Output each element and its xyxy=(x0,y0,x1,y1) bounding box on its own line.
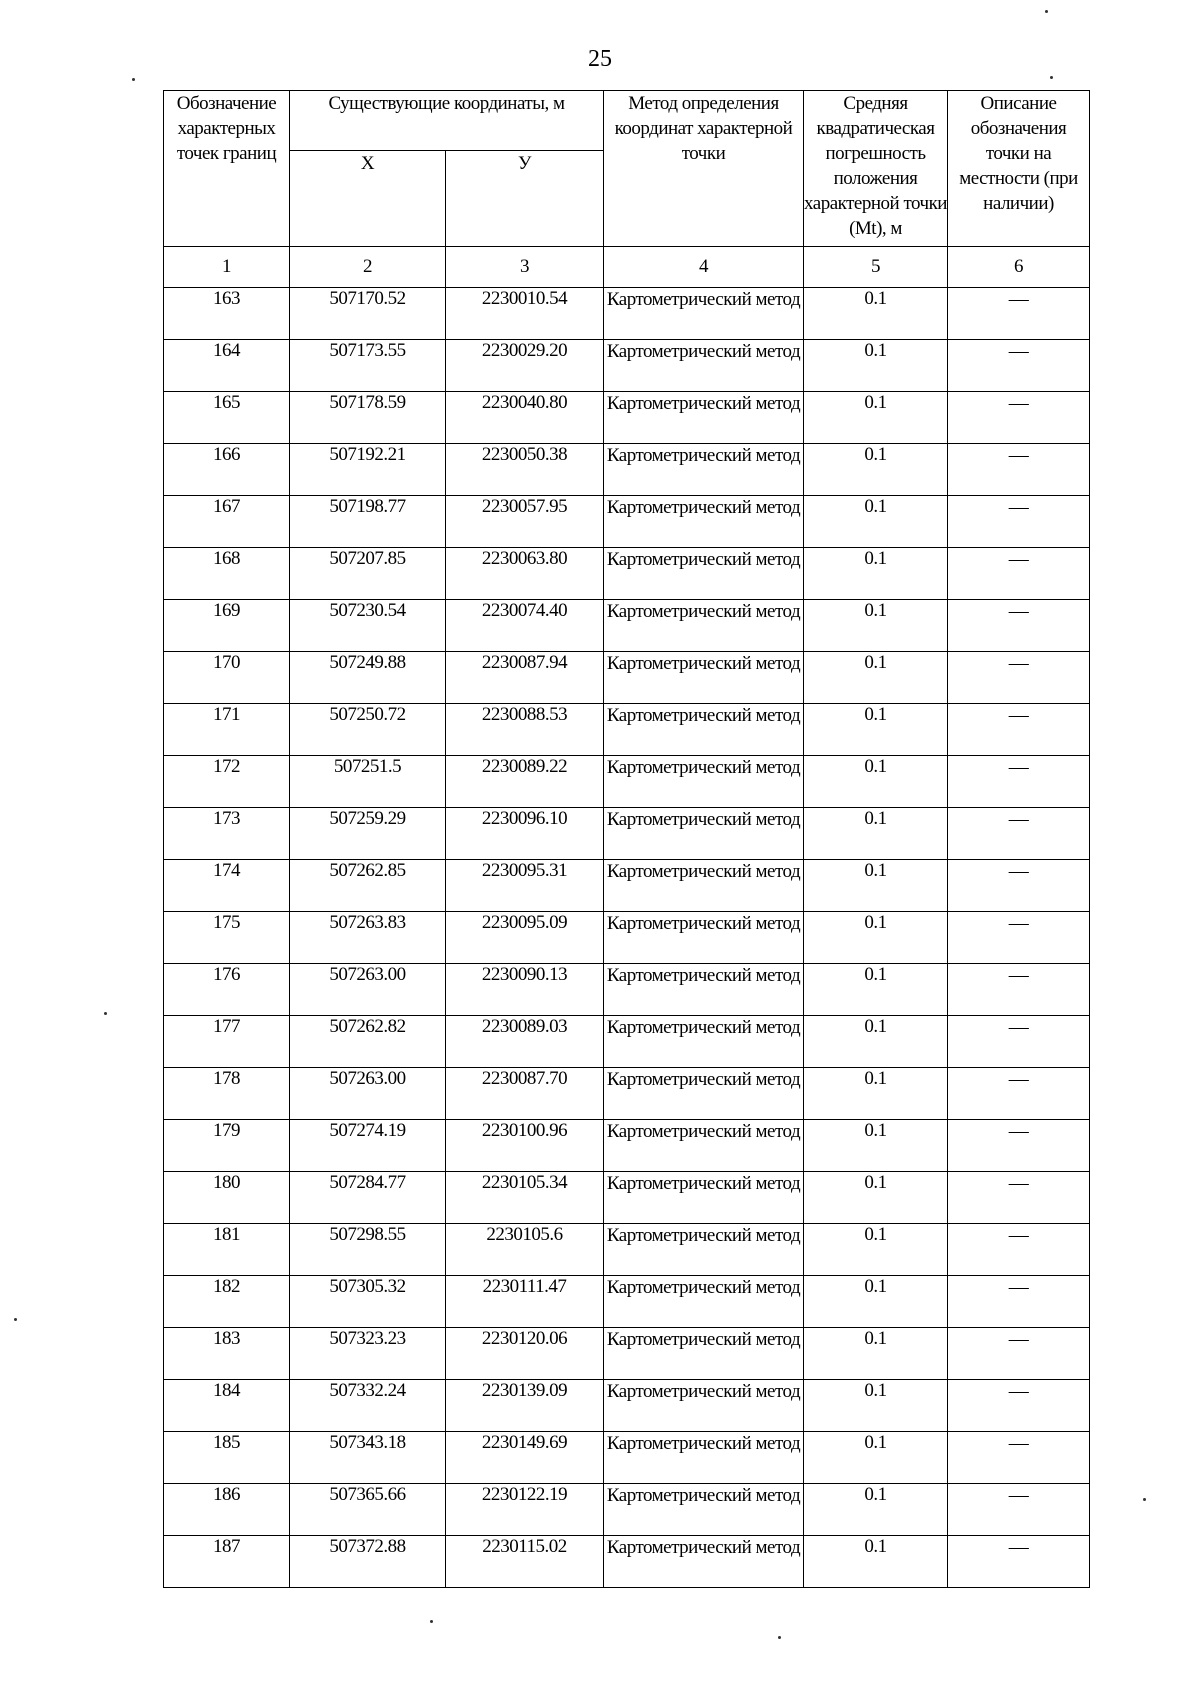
point-cell: 163 xyxy=(164,288,290,340)
x-coordinate-cell: 507323.23 xyxy=(290,1328,446,1380)
method-cell: Картометрический метод xyxy=(604,808,804,860)
description-cell: — xyxy=(948,1224,1090,1276)
description-cell: — xyxy=(948,704,1090,756)
header-point-designation: Обозначение характерных точек границ xyxy=(164,91,290,247)
point-cell: 164 xyxy=(164,340,290,392)
header-coordinates: Существующие координаты, м xyxy=(290,91,604,151)
table-row xyxy=(164,600,1090,652)
description-cell: — xyxy=(948,548,1090,600)
method-cell: Картометрический метод xyxy=(604,912,804,964)
table-row xyxy=(164,1536,1090,1588)
point-cell: 187 xyxy=(164,1536,290,1588)
table-body xyxy=(164,247,1090,1588)
description-cell: — xyxy=(948,808,1090,860)
rms-error-cell: 0.1 xyxy=(804,1172,948,1224)
rms-error-cell: 0.1 xyxy=(804,340,948,392)
description-cell: — xyxy=(948,912,1090,964)
point-cell: 179 xyxy=(164,1120,290,1172)
rms-error-cell: 0.1 xyxy=(804,1068,948,1120)
header-description: Описание обозначения точки на местности (при наличии) xyxy=(948,91,1090,247)
y-coordinate-cell: 2230105.34 xyxy=(446,1172,604,1224)
table-row xyxy=(164,1484,1090,1536)
y-coordinate-cell: 2230057.95 xyxy=(446,496,604,548)
method-cell: Картометрический метод xyxy=(604,1484,804,1536)
point-cell: 185 xyxy=(164,1432,290,1484)
table-row xyxy=(164,1328,1090,1380)
description-cell: — xyxy=(948,1276,1090,1328)
x-coordinate-cell: 507372.88 xyxy=(290,1536,446,1588)
description-cell: — xyxy=(948,1432,1090,1484)
rms-error-cell: 0.1 xyxy=(804,704,948,756)
point-cell: 173 xyxy=(164,808,290,860)
method-cell: Картометрический метод xyxy=(604,1432,804,1484)
description-cell: — xyxy=(948,1172,1090,1224)
x-coordinate-cell: 507298.55 xyxy=(290,1224,446,1276)
x-coordinate-cell: 507259.29 xyxy=(290,808,446,860)
table-row xyxy=(164,1068,1090,1120)
method-cell: Картометрический метод xyxy=(604,496,804,548)
description-cell: — xyxy=(948,652,1090,704)
method-cell: Картометрический метод xyxy=(604,1276,804,1328)
rms-error-cell: 0.1 xyxy=(804,392,948,444)
rms-error-cell: 0.1 xyxy=(804,1380,948,1432)
point-cell: 165 xyxy=(164,392,290,444)
table-row xyxy=(164,1432,1090,1484)
x-coordinate-cell: 507365.66 xyxy=(290,1484,446,1536)
method-cell: Картометрический метод xyxy=(604,1380,804,1432)
rms-error-cell: 0.1 xyxy=(804,756,948,808)
page-number: 25 xyxy=(588,46,612,72)
y-coordinate-cell: 2230111.47 xyxy=(446,1276,604,1328)
y-coordinate-cell: 2230139.09 xyxy=(446,1380,604,1432)
table-row xyxy=(164,496,1090,548)
rms-error-cell: 0.1 xyxy=(804,444,948,496)
x-coordinate-cell: 507284.77 xyxy=(290,1172,446,1224)
table-row xyxy=(164,652,1090,704)
description-cell: — xyxy=(948,860,1090,912)
point-cell: 178 xyxy=(164,1068,290,1120)
rms-error-cell: 0.1 xyxy=(804,496,948,548)
x-coordinate-cell: 507249.88 xyxy=(290,652,446,704)
rms-error-cell: 0.1 xyxy=(804,1432,948,1484)
method-cell: Картометрический метод xyxy=(604,1328,804,1380)
column-number: 4 xyxy=(604,247,804,288)
scan-speck xyxy=(778,1636,781,1639)
scan-speck xyxy=(430,1620,433,1623)
point-cell: 168 xyxy=(164,548,290,600)
method-cell: Картометрический метод xyxy=(604,600,804,652)
description-cell: — xyxy=(948,1328,1090,1380)
method-cell: Картометрический метод xyxy=(604,1016,804,1068)
table-row xyxy=(164,1380,1090,1432)
description-cell: — xyxy=(948,1120,1090,1172)
table-row xyxy=(164,860,1090,912)
method-cell: Картометрический метод xyxy=(604,1068,804,1120)
y-coordinate-cell: 2230100.96 xyxy=(446,1120,604,1172)
scan-speck xyxy=(14,1318,17,1321)
x-coordinate-cell: 507332.24 xyxy=(290,1380,446,1432)
description-cell: — xyxy=(948,340,1090,392)
point-cell: 169 xyxy=(164,600,290,652)
point-cell: 171 xyxy=(164,704,290,756)
y-coordinate-cell: 2230095.31 xyxy=(446,860,604,912)
y-coordinate-cell: 2230096.10 xyxy=(446,808,604,860)
scan-speck xyxy=(132,78,135,81)
scan-speck xyxy=(1045,10,1048,13)
rms-error-cell: 0.1 xyxy=(804,808,948,860)
y-coordinate-cell: 2230090.13 xyxy=(446,964,604,1016)
rms-error-cell: 0.1 xyxy=(804,652,948,704)
y-coordinate-cell: 2230105.6 xyxy=(446,1224,604,1276)
x-coordinate-cell: 507263.83 xyxy=(290,912,446,964)
y-coordinate-cell: 2230089.22 xyxy=(446,756,604,808)
table-row xyxy=(164,912,1090,964)
rms-error-cell: 0.1 xyxy=(804,1276,948,1328)
method-cell: Картометрический метод xyxy=(604,548,804,600)
header-rms-error: Средняя квадратическая погрешность положения характерной точки (Mt), м xyxy=(804,91,948,247)
method-cell: Картометрический метод xyxy=(604,756,804,808)
description-cell: — xyxy=(948,1380,1090,1432)
x-coordinate-cell: 507262.82 xyxy=(290,1016,446,1068)
column-number: 1 xyxy=(164,247,290,288)
x-coordinate-cell: 507198.77 xyxy=(290,496,446,548)
y-coordinate-cell: 2230040.80 xyxy=(446,392,604,444)
column-number-row xyxy=(164,247,1090,288)
header-y: У xyxy=(446,151,604,247)
rms-error-cell: 0.1 xyxy=(804,1484,948,1536)
method-cell: Картометрический метод xyxy=(604,1536,804,1588)
description-cell: — xyxy=(948,756,1090,808)
table-row xyxy=(164,756,1090,808)
boundary-points-table xyxy=(163,90,1090,1588)
x-coordinate-cell: 507343.18 xyxy=(290,1432,446,1484)
method-cell: Картометрический метод xyxy=(604,860,804,912)
y-coordinate-cell: 2230087.70 xyxy=(446,1068,604,1120)
header-method: Метод определения координат характерной точки xyxy=(604,91,804,247)
point-cell: 166 xyxy=(164,444,290,496)
method-cell: Картометрический метод xyxy=(604,652,804,704)
table-row xyxy=(164,548,1090,600)
method-cell: Картометрический метод xyxy=(604,444,804,496)
scan-speck xyxy=(1050,76,1053,79)
point-cell: 182 xyxy=(164,1276,290,1328)
rms-error-cell: 0.1 xyxy=(804,912,948,964)
x-coordinate-cell: 507305.32 xyxy=(290,1276,446,1328)
column-number: 2 xyxy=(290,247,446,288)
description-cell: — xyxy=(948,392,1090,444)
y-coordinate-cell: 2230122.19 xyxy=(446,1484,604,1536)
y-coordinate-cell: 2230088.53 xyxy=(446,704,604,756)
x-coordinate-cell: 507250.72 xyxy=(290,704,446,756)
method-cell: Картометрический метод xyxy=(604,1120,804,1172)
x-coordinate-cell: 507274.19 xyxy=(290,1120,446,1172)
rms-error-cell: 0.1 xyxy=(804,964,948,1016)
point-cell: 180 xyxy=(164,1172,290,1224)
y-coordinate-cell: 2230010.54 xyxy=(446,288,604,340)
method-cell: Картометрический метод xyxy=(604,340,804,392)
y-coordinate-cell: 2230120.06 xyxy=(446,1328,604,1380)
rms-error-cell: 0.1 xyxy=(804,288,948,340)
header-x: X xyxy=(290,151,446,247)
x-coordinate-cell: 507230.54 xyxy=(290,600,446,652)
point-cell: 181 xyxy=(164,1224,290,1276)
point-cell: 172 xyxy=(164,756,290,808)
x-coordinate-cell: 507170.52 xyxy=(290,288,446,340)
point-cell: 170 xyxy=(164,652,290,704)
table-row xyxy=(164,444,1090,496)
point-cell: 186 xyxy=(164,1484,290,1536)
x-coordinate-cell: 507263.00 xyxy=(290,964,446,1016)
method-cell: Картометрический метод xyxy=(604,1224,804,1276)
x-coordinate-cell: 507263.00 xyxy=(290,1068,446,1120)
y-coordinate-cell: 2230089.03 xyxy=(446,1016,604,1068)
table-row xyxy=(164,1276,1090,1328)
table-row xyxy=(164,340,1090,392)
x-coordinate-cell: 507207.85 xyxy=(290,548,446,600)
method-cell: Картометрический метод xyxy=(604,704,804,756)
table-row xyxy=(164,392,1090,444)
table-row xyxy=(164,964,1090,1016)
rms-error-cell: 0.1 xyxy=(804,1120,948,1172)
point-cell: 167 xyxy=(164,496,290,548)
column-number: 5 xyxy=(804,247,948,288)
y-coordinate-cell: 2230149.69 xyxy=(446,1432,604,1484)
description-cell: — xyxy=(948,1016,1090,1068)
method-cell: Картометрический метод xyxy=(604,392,804,444)
table-row xyxy=(164,1224,1090,1276)
table-row xyxy=(164,1120,1090,1172)
description-cell: — xyxy=(948,1536,1090,1588)
table-row xyxy=(164,704,1090,756)
point-cell: 183 xyxy=(164,1328,290,1380)
description-cell: — xyxy=(948,496,1090,548)
y-coordinate-cell: 2230063.80 xyxy=(446,548,604,600)
column-number: 6 xyxy=(948,247,1090,288)
point-cell: 184 xyxy=(164,1380,290,1432)
description-cell: — xyxy=(948,964,1090,1016)
y-coordinate-cell: 2230087.94 xyxy=(446,652,604,704)
column-number: 3 xyxy=(446,247,604,288)
scan-speck xyxy=(104,1012,107,1015)
x-coordinate-cell: 507178.59 xyxy=(290,392,446,444)
x-coordinate-cell: 507251.5 xyxy=(290,756,446,808)
point-cell: 176 xyxy=(164,964,290,1016)
description-cell: — xyxy=(948,600,1090,652)
method-cell: Картометрический метод xyxy=(604,964,804,1016)
x-coordinate-cell: 507192.21 xyxy=(290,444,446,496)
rms-error-cell: 0.1 xyxy=(804,860,948,912)
scan-speck xyxy=(1143,1498,1146,1501)
y-coordinate-cell: 2230115.02 xyxy=(446,1536,604,1588)
rms-error-cell: 0.1 xyxy=(804,1328,948,1380)
point-cell: 175 xyxy=(164,912,290,964)
description-cell: — xyxy=(948,1484,1090,1536)
method-cell: Картометрический метод xyxy=(604,1172,804,1224)
rms-error-cell: 0.1 xyxy=(804,1224,948,1276)
point-cell: 174 xyxy=(164,860,290,912)
y-coordinate-cell: 2230050.38 xyxy=(446,444,604,496)
y-coordinate-cell: 2230095.09 xyxy=(446,912,604,964)
x-coordinate-cell: 507262.85 xyxy=(290,860,446,912)
y-coordinate-cell: 2230074.40 xyxy=(446,600,604,652)
description-cell: — xyxy=(948,288,1090,340)
x-coordinate-cell: 507173.55 xyxy=(290,340,446,392)
y-coordinate-cell: 2230029.20 xyxy=(446,340,604,392)
rms-error-cell: 0.1 xyxy=(804,600,948,652)
table-row xyxy=(164,1172,1090,1224)
description-cell: — xyxy=(948,1068,1090,1120)
table-row xyxy=(164,288,1090,340)
table-row xyxy=(164,1016,1090,1068)
table-header xyxy=(164,91,1090,247)
rms-error-cell: 0.1 xyxy=(804,1536,948,1588)
method-cell: Картометрический метод xyxy=(604,288,804,340)
description-cell: — xyxy=(948,444,1090,496)
table-row xyxy=(164,808,1090,860)
rms-error-cell: 0.1 xyxy=(804,1016,948,1068)
rms-error-cell: 0.1 xyxy=(804,548,948,600)
point-cell: 177 xyxy=(164,1016,290,1068)
